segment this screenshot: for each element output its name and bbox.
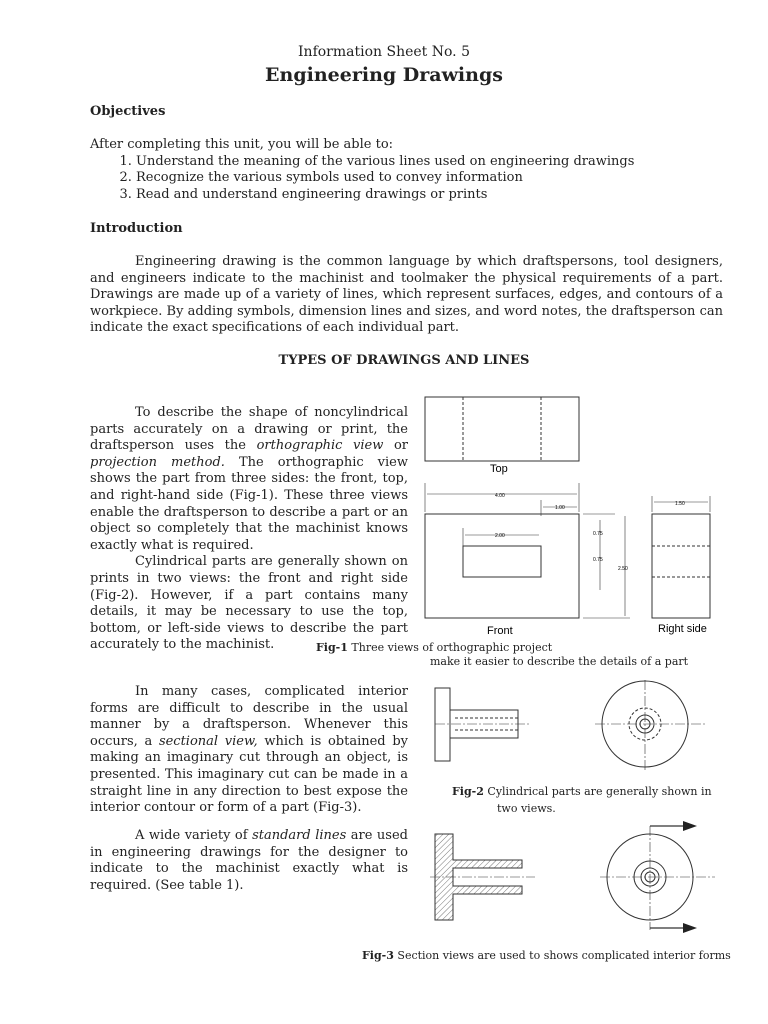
- sectional-paragraph: In many cases, complicated interior forms are difficult to describe in the usual manner by a draftsperson. Whenever this occurs, a sectional view, which is obtained by making an imaginary cut through an object, is presented. This imaginary cut can be made in a straight line in any direction to best expose the interior contour or form of a part (Fig-3).: [90, 684, 408, 816]
- objective-item: 3. Read and understand engineering drawings or prints: [136, 187, 730, 204]
- fig1-label-right: Right side: [658, 623, 707, 635]
- fig2-caption-line2: two views.: [497, 802, 556, 815]
- fig1-top-view: [425, 397, 579, 461]
- introduction-heading: Introduction: [90, 221, 183, 236]
- fig3-caption: Fig-3 Section views are used to shows complicated interior forms: [362, 949, 731, 962]
- fig2-caption: Fig-2 Cylindrical parts are generally shown in: [452, 785, 712, 798]
- objective-item: 2. Recognize the various symbols used to convey information: [136, 170, 730, 187]
- objective-item: 1. Understand the meaning of the various lines used on engineering drawings: [136, 154, 730, 171]
- fig1-dim-2: 2.00: [495, 533, 505, 539]
- orthographic-paragraph: To describe the shape of noncylindrical parts accurately on a drawing or print, the draftsperson uses the orthographic view or projection method. The orthographic view shows the part from three sides: the front, top, and right-hand side (Fig-1). These three views enable the draftsperson to describe a part or an object so completely that the machinist knows exactly what is required.: [90, 405, 409, 553]
- objectives-lead: After completing this unit, you will be able to:: [90, 137, 394, 152]
- fig1-right-view: [652, 514, 710, 618]
- fig1-dim-15: 1.50: [675, 501, 685, 507]
- objectives-block: [90, 137, 730, 203]
- fig3-section-views: [425, 818, 725, 936]
- sheet-number: Information Sheet No. 5: [298, 44, 470, 60]
- fig1-dim-075a: 0.75: [593, 531, 603, 537]
- objectives-list: [90, 154, 730, 204]
- cylindrical-paragraph: Cylindrical parts are generally shown on prints in two views: the front and right side (Fig-2). However, if a part contains many details, it may be necessary to use the top, bottom, or left-side views to describe the part accurately to the machinist.: [90, 554, 408, 653]
- fig1-label-front: Front: [487, 625, 513, 637]
- fig1-caption-line2: make it easier to describe the details of a part: [430, 655, 689, 668]
- fig1-label-top: Top: [490, 463, 508, 475]
- fig1-caption: Fig-1 Three views of orthographic project: [316, 641, 553, 654]
- fig2-cylindrical-views: [425, 680, 725, 770]
- orthographic-text: [90, 405, 408, 654]
- fig1-dim-25: 2.50: [618, 566, 628, 572]
- types-section-heading: TYPES OF DRAWINGS AND LINES: [278, 353, 530, 368]
- fig1-front-view: [425, 514, 579, 618]
- fig1-dim-1: 1.00: [555, 505, 565, 511]
- fig1-dim-075b: 0.75: [593, 557, 603, 563]
- page-title: Engineering Drawings: [265, 64, 503, 86]
- introduction-paragraph: Engineering drawing is the common language by which draftspersons, tool designers, and engineers indicate to the machinist and toolmaker the physical requirements of a part. Drawings are made up of a variety of lines, which represent surfaces, edges, and contours of a workpiece. By adding symbols, dimension lines and sizes, and word notes, the draftsperson can indicate the exact specifications of each individual part.: [90, 254, 723, 336]
- fig1-orthographic-views: [415, 390, 715, 640]
- fig1-dim-4: 4.00: [495, 493, 505, 499]
- standard-lines-paragraph: A wide variety of standard lines are used in engineering drawings for the designer to indicate to the machinist exactly what is required. (See table 1).: [90, 828, 408, 893]
- objectives-heading: Objectives: [90, 104, 166, 119]
